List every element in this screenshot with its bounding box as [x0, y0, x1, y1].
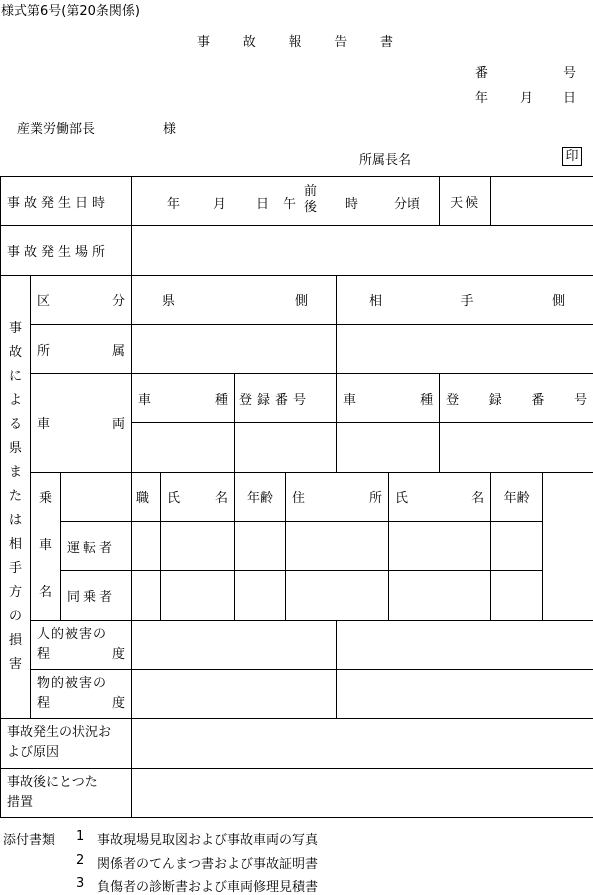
place-label: 事故発生場所	[1, 226, 132, 275]
measures-label: 事故後にとつた 措置	[1, 768, 132, 817]
dt-month: 月	[213, 196, 227, 212]
dt-zengo: 前後	[304, 183, 318, 215]
date-year-label: 年	[475, 91, 489, 106]
other-registration-header: 登 録 番 号	[440, 374, 593, 423]
pref-registration-header: 登録番号	[235, 374, 337, 423]
property-damage-label: 物的被害の 程 度	[31, 669, 132, 718]
pref-name-header: 氏 名	[161, 472, 235, 521]
other-registration-value[interactable]	[440, 423, 593, 472]
pref-driver-age[interactable]	[235, 522, 286, 571]
addressee: 産業労働部長	[17, 122, 96, 137]
date-month-label: 月	[520, 91, 534, 106]
honorific: 様	[163, 122, 177, 137]
attachment-text-3: 負傷者の診断書および車両修理見積書	[97, 880, 319, 895]
attachment-text-2: 関係者のてんまつ書および事故証明書	[97, 857, 319, 872]
situation-label: 事故発生の状況お よび原因	[1, 719, 132, 768]
other-passenger-address[interactable]	[286, 571, 389, 620]
dt-day: 日	[256, 196, 270, 212]
pref-property-damage-value[interactable]	[132, 669, 337, 718]
driver-label: 運転者	[61, 522, 132, 571]
document-title: 事 故 報 告 書	[197, 35, 393, 50]
other-passenger-name[interactable]	[389, 571, 491, 620]
measures-value[interactable]	[132, 768, 593, 817]
dt-hour: 時	[345, 196, 359, 212]
damage-side-label: 事故による県または相手方の損害	[1, 275, 31, 719]
dt-minute: 分頃	[394, 196, 421, 212]
pref-car-type-value[interactable]	[132, 423, 235, 472]
category-label: 区 分	[31, 275, 132, 324]
attachment-no-1: 1	[76, 829, 85, 844]
affiliation-label: 所 属	[31, 324, 132, 373]
other-driver-address[interactable]	[286, 522, 389, 571]
form-number: 様式第6号(第20条関係)	[1, 4, 140, 19]
pref-human-damage-value[interactable]	[132, 620, 337, 669]
other-name-header: 氏 名	[389, 472, 491, 521]
number-ban: 番	[475, 66, 489, 81]
pref-passenger-name[interactable]	[161, 571, 235, 620]
weather-value[interactable]	[491, 177, 593, 226]
number-go: 号	[563, 66, 577, 81]
pref-passenger-age[interactable]	[235, 571, 286, 620]
attachment-no-3: 3	[76, 876, 85, 891]
passenger-header-blank	[61, 472, 132, 521]
date-day-label: 日	[563, 91, 577, 106]
other-address-header: 住 所	[286, 472, 389, 521]
dt-year: 年	[167, 196, 181, 212]
other-car-type-header: 車 種	[337, 374, 440, 423]
pref-registration-value[interactable]	[235, 423, 337, 472]
other-property-damage-value[interactable]	[337, 669, 593, 718]
other-car-type-value[interactable]	[337, 423, 440, 472]
other-passenger-age[interactable]	[491, 571, 543, 620]
pref-driver-name[interactable]	[161, 522, 235, 571]
other-side-header: 相 手 側	[337, 275, 593, 324]
fellow-passenger-label: 同乗者	[61, 571, 132, 620]
attachment-no-2: 2	[76, 853, 85, 868]
prefecture-affiliation-value[interactable]	[132, 324, 337, 373]
attachments-label: 添付書類	[3, 833, 56, 848]
seal-mark: 印	[562, 147, 582, 166]
pref-car-type-header: 車 種	[132, 374, 235, 423]
other-affiliation-value[interactable]	[337, 324, 593, 373]
place-value[interactable]	[132, 226, 593, 275]
datetime-label: 事故発生日時	[1, 177, 132, 226]
other-driver-name[interactable]	[389, 522, 491, 571]
passengers-label: 乗 車 名	[31, 472, 61, 620]
chief-name-label: 所属長名	[359, 153, 412, 168]
other-human-damage-value[interactable]	[337, 620, 593, 669]
other-driver-age[interactable]	[491, 522, 543, 571]
pref-passenger-position[interactable]	[132, 571, 161, 620]
human-damage-label: 人的被害の 程 度	[31, 620, 132, 669]
pref-position-header: 職	[132, 472, 161, 521]
pref-driver-position[interactable]	[132, 522, 161, 571]
weather-label: 天候	[440, 177, 491, 226]
prefecture-side-header: 県 側	[132, 275, 337, 324]
vehicle-label: 車 両	[31, 374, 132, 473]
pref-age-header: 年齢	[235, 472, 286, 521]
other-age-header: 年齢	[491, 472, 543, 521]
report-table	[0, 176, 593, 818]
attachment-text-1: 事故現場見取図および事故車両の写真	[97, 833, 319, 848]
datetime-value-cell[interactable]	[132, 177, 440, 226]
situation-value[interactable]	[132, 719, 593, 768]
dt-gogo: 午	[283, 196, 297, 212]
